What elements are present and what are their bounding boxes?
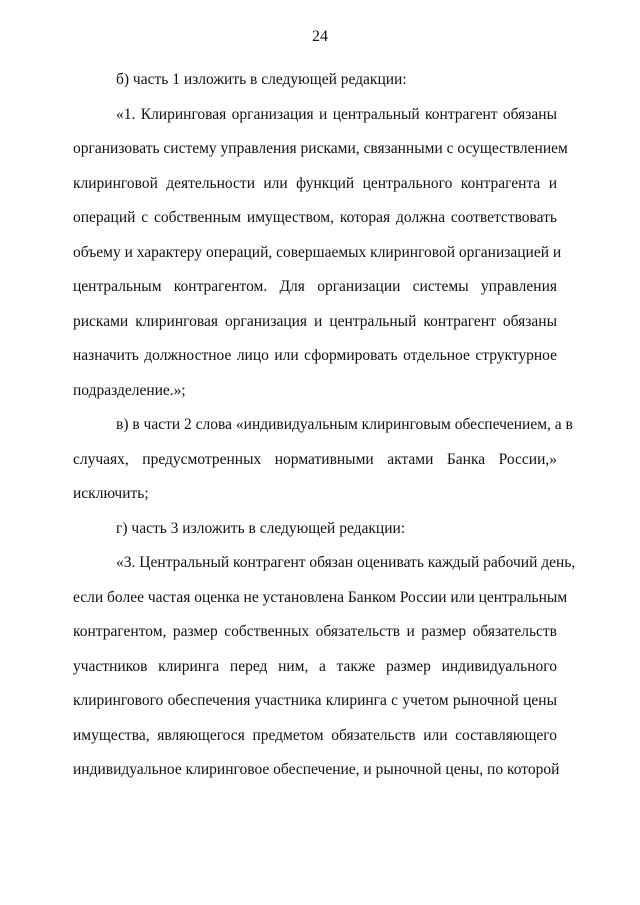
text-line: г) часть 3 изложить в следующей редакции: xyxy=(116,519,406,537)
text-line: клиринговой деятельности или функций центрального контрагента и xyxy=(73,174,557,192)
text-line: организовать систему управления рисками, связанными с осуществлением xyxy=(73,140,568,157)
text-line: объему и характеру операций, совершаемых клиринговой организацией и xyxy=(73,243,562,261)
text-line: если более частая оценка не установлена Банком России или центральным xyxy=(73,588,568,606)
text-line: назначить должностное лицо или сформировать отдельное структурное xyxy=(73,347,557,364)
text-line: индивидуальное клиринговое обеспечение, и рыночной цены, по которой xyxy=(73,761,560,778)
page-number: 24 xyxy=(312,28,328,45)
text-line: исключить; xyxy=(73,485,149,502)
text-line: рисками клиринговая организация и центральный контрагент обязаны xyxy=(73,312,557,330)
text-line: контрагентом, размер собственных обязательств и размер обязательств xyxy=(73,623,557,640)
document-body xyxy=(73,70,576,795)
text-line: имущества, являющегося предметом обязательств или составляющего xyxy=(73,726,557,744)
text-line: б) часть 1 изложить в следующей редакции: xyxy=(116,71,407,88)
text-line: в) в части 2 слова «индивидуальным клиринговым обеспечением, а в xyxy=(116,416,573,433)
text-line: клирингового обеспечения участника клиринга с учетом рыночной цены xyxy=(73,692,557,709)
text-line: «3. Центральный контрагент обязан оценивать каждый рабочий день, xyxy=(116,554,576,571)
text-line: «1. Клиринговая организация и центральный контрагент обязаны xyxy=(116,105,557,123)
text-line: участников клиринга перед ним, а также размер индивидуального xyxy=(73,657,557,675)
text-line: операций с собственным имуществом, которая должна соответствовать xyxy=(73,209,557,226)
text-line: центральным контрагентом. Для организации системы управления xyxy=(73,278,557,295)
text-line: случаях, предусмотренных нормативными актами Банка России,» xyxy=(73,450,557,468)
text-line: подразделение.»; xyxy=(73,381,186,399)
